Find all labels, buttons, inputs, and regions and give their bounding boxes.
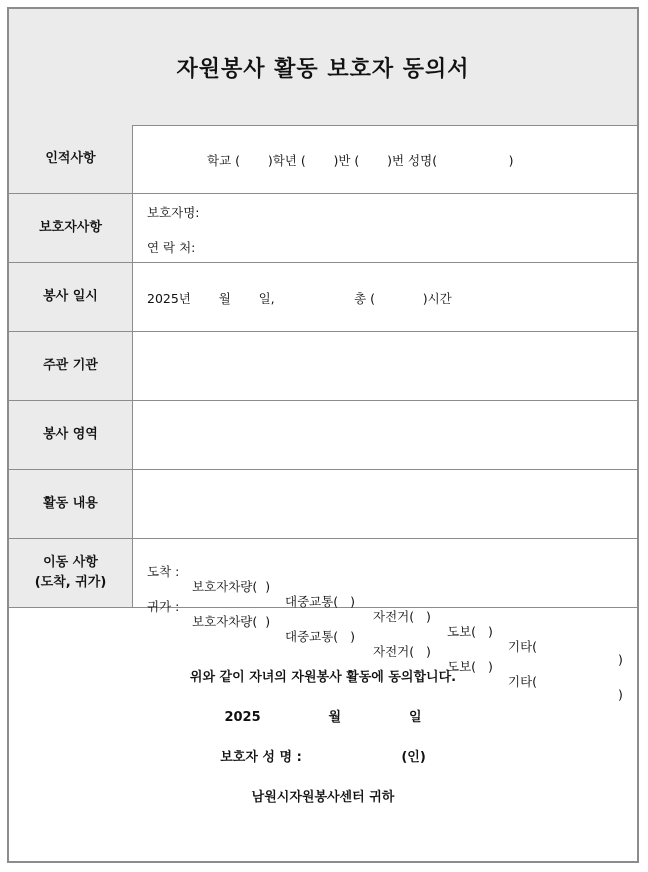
return-option-public-transit[interactable]: 대중교통( ): [285, 629, 355, 644]
label-transport-line2: (도착, 귀가): [34, 575, 107, 590]
value-guardian-info[interactable]: [133, 194, 637, 262]
guardian-signature[interactable]: 보호자 성 명 : (인): [220, 750, 426, 765]
arrive-option-guardian-car[interactable]: 보호자차량( ): [192, 579, 271, 594]
arrive-option-other[interactable]: 기타(: [508, 639, 538, 654]
value-service-area[interactable]: [133, 401, 637, 469]
return-prefix: 귀가 :: [147, 599, 180, 614]
return-option-bicycle[interactable]: 자전거( ): [373, 644, 431, 659]
label-transport: [9, 539, 133, 607]
row-organizer: [9, 332, 637, 401]
label-organizer: 주관 기관: [9, 332, 133, 400]
consent-footer: [9, 607, 637, 861]
return-option-other[interactable]: 기타(: [508, 674, 538, 689]
title-header: [9, 9, 637, 126]
label-service-area: 봉사 영역: [9, 401, 133, 469]
return-option-other-close: ): [618, 687, 623, 702]
guardian-contact-label: 연 락 처:: [147, 240, 196, 255]
arrive-option-other-close: ): [618, 652, 623, 667]
row-service-area: [9, 401, 637, 470]
arrive-option-public-transit[interactable]: 대중교통( ): [285, 594, 355, 609]
row-student-info: [9, 125, 637, 194]
label-activity-content: 활동 내용: [9, 470, 133, 538]
label-service-date: 봉사 일시: [9, 263, 133, 331]
return-option-walk[interactable]: 도보( ): [447, 659, 493, 674]
arrive-prefix: 도착 :: [147, 564, 180, 579]
service-date-text: 2025년 월 일, 총 ( )시간: [147, 291, 452, 306]
row-service-date: [9, 263, 637, 332]
row-guardian-info: [9, 194, 637, 263]
consent-statement: 위와 같이 자녀의 자원봉사 활동에 동의합니다.: [189, 670, 457, 685]
value-activity-content[interactable]: [133, 470, 637, 538]
label-guardian-info: 보호자사항: [9, 194, 133, 262]
guardian-name-label: 보호자명:: [147, 205, 200, 220]
value-student-info[interactable]: [133, 125, 637, 193]
arrive-option-walk[interactable]: 도보( ): [447, 624, 493, 639]
consent-date[interactable]: 2025 월 일: [224, 710, 422, 725]
arrive-option-bicycle[interactable]: 자전거( ): [373, 609, 431, 624]
label-transport-line1: 이동 사항: [43, 555, 98, 570]
label-student-info: 인적사항: [9, 125, 133, 193]
value-service-date[interactable]: [133, 263, 637, 331]
return-option-guardian-car[interactable]: 보호자차량( ): [192, 614, 271, 629]
consent-form: [7, 7, 639, 863]
student-info-text: 학교 ( )학년 ( )반 ( )번 성명( ): [207, 153, 514, 168]
value-organizer[interactable]: [133, 332, 637, 400]
row-activity-content: [9, 470, 637, 539]
form-title: 자원봉사 활동 보호자 동의서: [176, 56, 470, 82]
recipient-line: 남원시자원봉사센터 귀하: [251, 790, 395, 805]
